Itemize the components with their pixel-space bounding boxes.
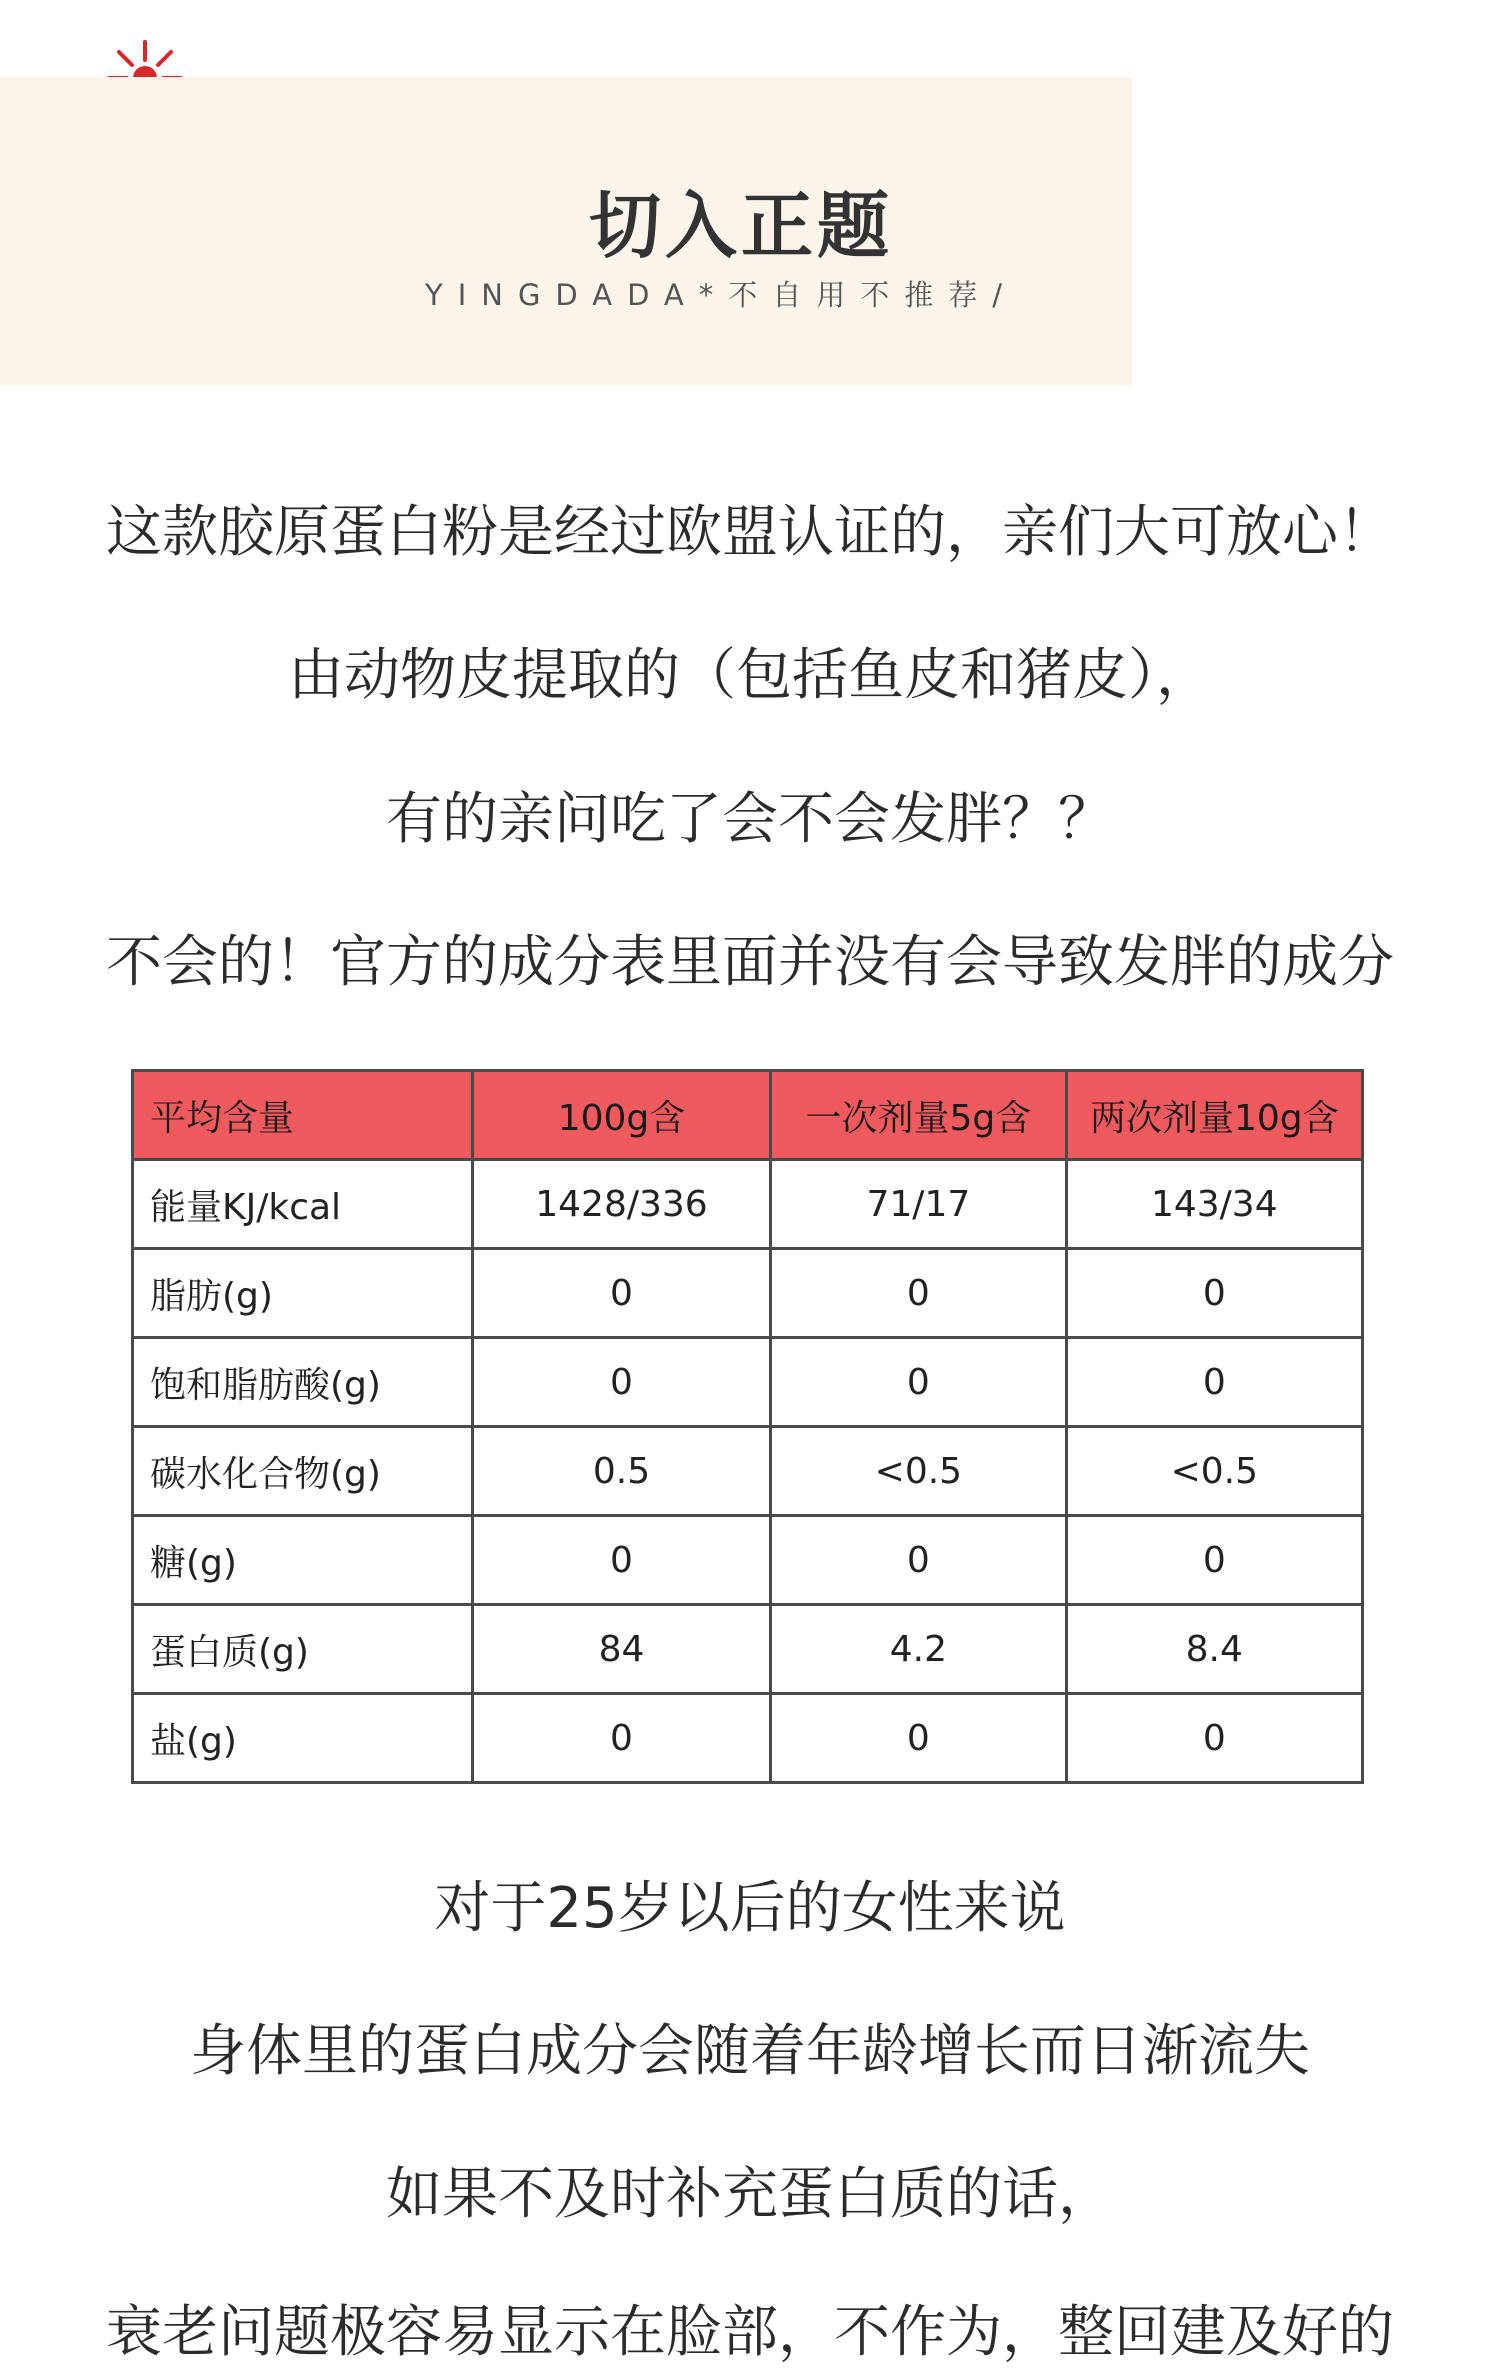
table-cell: 0 (771, 1694, 1066, 1783)
table-cell: 0 (1066, 1338, 1362, 1427)
row-label: 脂肪(g) (133, 1249, 473, 1338)
header-cell: 一次剂量5g含 (771, 1071, 1066, 1160)
section-title: 切入正题 (588, 184, 893, 268)
table-cell: 143/34 (1066, 1160, 1362, 1249)
row-label: 碳水化合物(g) (133, 1427, 473, 1516)
table-cell: 0 (1066, 1249, 1362, 1338)
table-row (133, 1605, 1363, 1694)
row-label: 盐(g) (133, 1694, 473, 1783)
table-cell: 0 (472, 1338, 770, 1427)
table-cell: 4.2 (771, 1605, 1066, 1694)
header-cell: 两次剂量10g含 (1066, 1071, 1362, 1160)
table-cell: 0 (771, 1338, 1066, 1427)
row-label: 饱和脂肪酸(g) (133, 1338, 473, 1427)
table-row (133, 1249, 1363, 1338)
row-label: 能量KJ/kcal (133, 1160, 473, 1249)
intro-line-2: 由动物皮提取的（包括鱼皮和猪皮）， (288, 643, 1212, 708)
intro-line-4: 不会的！官方的成分表里面并没有会导致发胖的成分 (106, 930, 1394, 995)
table-cell: 0 (1066, 1516, 1362, 1605)
table-cell: 0 (472, 1694, 770, 1783)
table-cell: 0 (472, 1249, 770, 1338)
intro-line-3: 有的亲问吃了会不会发胖？？ (386, 787, 1114, 852)
header-cell: 100g含 (472, 1071, 770, 1160)
table-cell: 71/17 (771, 1160, 1066, 1249)
body-line-4: 衰老问题极容易显示在脸部，不作为，整回建及好的 (106, 2300, 1394, 2365)
table-cell: <0.5 (1066, 1427, 1362, 1516)
table-cell: 8.4 (1066, 1605, 1362, 1694)
table-row (133, 1160, 1363, 1249)
body-line-1: 对于25岁以后的女性来说 (434, 1876, 1066, 1941)
table-cell: <0.5 (771, 1427, 1066, 1516)
table-cell: 84 (472, 1605, 770, 1694)
table-cell: 0 (1066, 1694, 1362, 1783)
row-label: 糖(g) (133, 1516, 473, 1605)
body-line-3: 如果不及时补充蛋白质的话， (386, 2162, 1114, 2227)
row-label: 蛋白质(g) (133, 1605, 473, 1694)
body-line-2: 身体里的蛋白成分会随着年龄增长而日渐流失 (190, 2019, 1310, 2084)
table-cell: 0 (472, 1516, 770, 1605)
table-cell: 1428/336 (472, 1160, 770, 1249)
table-cell: 0 (771, 1249, 1066, 1338)
table-row (133, 1427, 1363, 1516)
table-row (133, 1694, 1363, 1783)
table-cell: 0 (771, 1516, 1066, 1605)
table-header-row (133, 1071, 1363, 1160)
table-row (133, 1338, 1363, 1427)
table-cell: 0.5 (472, 1427, 770, 1516)
section-subtitle: YINGDADA*不自用不推荐/ (425, 278, 1018, 312)
nutrition-table (131, 1069, 1364, 1784)
table-row (133, 1516, 1363, 1605)
intro-line-1: 这款胶原蛋白粉是经过欧盟认证的，亲们大可放心！ (106, 500, 1394, 565)
header-cell: 平均含量 (133, 1071, 473, 1160)
